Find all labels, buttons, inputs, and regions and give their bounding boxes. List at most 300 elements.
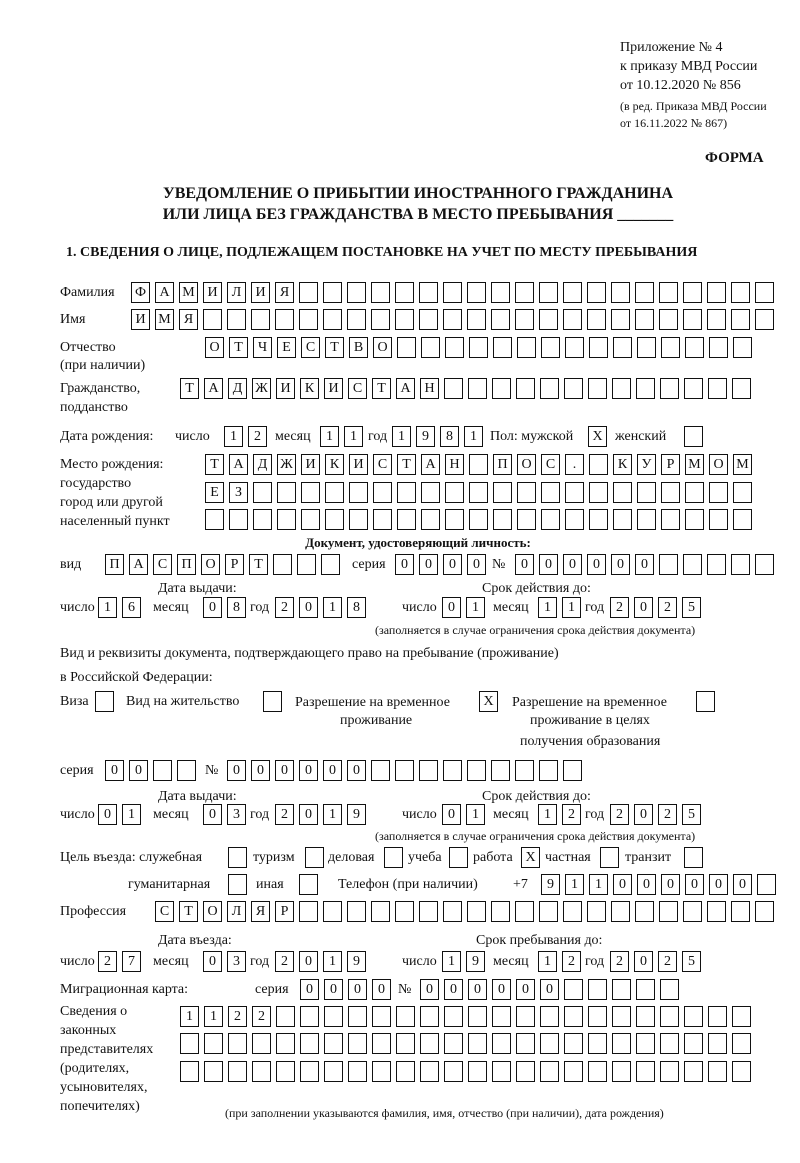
char-cell-name[interactable] (323, 309, 342, 330)
char-cell-permit-valid-month[interactable]: 1 (538, 804, 557, 825)
char-cell-surname[interactable]: А (155, 282, 174, 303)
char-cell-mc-number[interactable] (636, 979, 655, 1000)
char-cell-reps-1[interactable]: 1 (180, 1006, 199, 1027)
char-cell-birth-place-3[interactable] (397, 509, 416, 530)
char-cell-reps-2[interactable] (420, 1033, 439, 1054)
char-cell-reps-2[interactable] (276, 1033, 295, 1054)
char-cell-name[interactable] (755, 309, 774, 330)
char-cell-patronymic[interactable]: Т (325, 337, 344, 358)
char-cell-stay-day[interactable]: 9 (466, 951, 485, 972)
char-cell-profession[interactable]: Я (251, 901, 270, 922)
char-cell-surname[interactable] (515, 282, 534, 303)
char-cell-doc-issue-year[interactable]: 8 (347, 597, 366, 618)
char-cell-doc-number[interactable]: 0 (515, 554, 534, 575)
checkbox-purpose-work[interactable]: X (521, 847, 540, 868)
char-cell-doc-number[interactable] (707, 554, 726, 575)
char-cell-citizenship[interactable] (684, 378, 703, 399)
char-cell-phone[interactable] (757, 874, 776, 895)
char-cell-birth-place-1[interactable]: И (349, 454, 368, 475)
char-cell-birth-place-1[interactable]: К (613, 454, 632, 475)
char-cell-reps-2[interactable] (540, 1033, 559, 1054)
checkbox-permit-visa[interactable] (95, 691, 114, 712)
char-cell-reps-1[interactable] (444, 1006, 463, 1027)
char-cell-name[interactable] (347, 309, 366, 330)
char-cell-name[interactable] (587, 309, 606, 330)
char-cell-doc-kind[interactable]: С (153, 554, 172, 575)
char-cell-birth-place-1[interactable]: У (637, 454, 656, 475)
char-cell-patronymic[interactable] (661, 337, 680, 358)
char-cell-reps-3[interactable] (420, 1061, 439, 1082)
char-cell-reps-1[interactable] (420, 1006, 439, 1027)
char-cell-stay-day[interactable]: 1 (442, 951, 461, 972)
char-cell-stay-year[interactable]: 0 (634, 951, 653, 972)
char-cell-birth-place-2[interactable] (373, 482, 392, 503)
char-cell-profession[interactable] (443, 901, 462, 922)
char-cell-reps-1[interactable]: 2 (228, 1006, 247, 1027)
char-cell-birth-place-3[interactable] (349, 509, 368, 530)
char-cell-doc-kind[interactable] (273, 554, 292, 575)
char-cell-reps-2[interactable] (252, 1033, 271, 1054)
char-cell-patronymic[interactable] (613, 337, 632, 358)
char-cell-patronymic[interactable] (637, 337, 656, 358)
char-cell-profession[interactable] (683, 901, 702, 922)
char-cell-permit-number[interactable] (515, 760, 534, 781)
char-cell-permit-valid-month[interactable]: 2 (562, 804, 581, 825)
char-cell-reps-1[interactable] (348, 1006, 367, 1027)
char-cell-permit-valid-day[interactable]: 1 (466, 804, 485, 825)
char-cell-surname[interactable] (731, 282, 750, 303)
char-cell-birth-place-3[interactable] (589, 509, 608, 530)
char-cell-mc-number[interactable]: 0 (468, 979, 487, 1000)
char-cell-permit-issue-year[interactable]: 9 (347, 804, 366, 825)
char-cell-reps-3[interactable] (540, 1061, 559, 1082)
char-cell-citizenship[interactable] (732, 378, 751, 399)
char-cell-birth-place-2[interactable] (253, 482, 272, 503)
checkbox-permit-trp[interactable]: X (479, 691, 498, 712)
char-cell-surname[interactable] (707, 282, 726, 303)
char-cell-surname[interactable] (659, 282, 678, 303)
char-cell-birth-place-3[interactable] (205, 509, 224, 530)
char-cell-patronymic[interactable] (493, 337, 512, 358)
char-cell-mc-number[interactable] (564, 979, 583, 1000)
char-cell-reps-3[interactable] (324, 1061, 343, 1082)
char-cell-permit-series[interactable] (153, 760, 172, 781)
char-cell-birth-day[interactable]: 2 (248, 426, 267, 447)
char-cell-patronymic[interactable] (565, 337, 584, 358)
char-cell-reps-1[interactable] (372, 1006, 391, 1027)
char-cell-surname[interactable] (323, 282, 342, 303)
char-cell-reps-2[interactable] (612, 1033, 631, 1054)
char-cell-entry-month[interactable]: 0 (203, 951, 222, 972)
char-cell-reps-3[interactable] (228, 1061, 247, 1082)
char-cell-permit-valid-year[interactable]: 2 (658, 804, 677, 825)
char-cell-surname[interactable] (683, 282, 702, 303)
char-cell-doc-valid-year[interactable]: 2 (610, 597, 629, 618)
char-cell-profession[interactable] (635, 901, 654, 922)
char-cell-phone[interactable]: 1 (565, 874, 584, 895)
char-cell-surname[interactable] (755, 282, 774, 303)
char-cell-reps-2[interactable] (564, 1033, 583, 1054)
char-cell-reps-3[interactable] (300, 1061, 319, 1082)
char-cell-mc-number[interactable] (660, 979, 679, 1000)
char-cell-surname[interactable]: И (251, 282, 270, 303)
char-cell-name[interactable] (203, 309, 222, 330)
char-cell-mc-number[interactable]: 0 (492, 979, 511, 1000)
char-cell-permit-number[interactable]: 0 (323, 760, 342, 781)
char-cell-profession[interactable] (347, 901, 366, 922)
char-cell-reps-3[interactable] (636, 1061, 655, 1082)
char-cell-name[interactable] (395, 309, 414, 330)
char-cell-profession[interactable] (299, 901, 318, 922)
char-cell-entry-day[interactable]: 7 (122, 951, 141, 972)
char-cell-citizenship[interactable]: Д (228, 378, 247, 399)
char-cell-surname[interactable] (587, 282, 606, 303)
char-cell-birth-year[interactable]: 8 (440, 426, 459, 447)
char-cell-birth-place-2[interactable] (685, 482, 704, 503)
char-cell-profession[interactable] (587, 901, 606, 922)
char-cell-doc-series[interactable]: 0 (395, 554, 414, 575)
char-cell-birth-place-2[interactable] (613, 482, 632, 503)
char-cell-reps-3[interactable] (516, 1061, 535, 1082)
char-cell-reps-1[interactable] (540, 1006, 559, 1027)
char-cell-patronymic[interactable] (445, 337, 464, 358)
char-cell-name[interactable] (227, 309, 246, 330)
checkbox-purpose-transit[interactable] (684, 847, 703, 868)
char-cell-reps-2[interactable] (396, 1033, 415, 1054)
char-cell-reps-2[interactable] (372, 1033, 391, 1054)
char-cell-birth-place-2[interactable] (565, 482, 584, 503)
char-cell-permit-number[interactable]: 0 (347, 760, 366, 781)
char-cell-phone[interactable]: 9 (541, 874, 560, 895)
char-cell-patronymic[interactable]: О (373, 337, 392, 358)
char-cell-surname[interactable] (419, 282, 438, 303)
char-cell-reps-1[interactable] (660, 1006, 679, 1027)
char-cell-reps-2[interactable] (588, 1033, 607, 1054)
char-cell-citizenship[interactable]: Н (420, 378, 439, 399)
char-cell-permit-number[interactable] (491, 760, 510, 781)
char-cell-permit-issue-year[interactable]: 2 (275, 804, 294, 825)
char-cell-birth-place-2[interactable] (541, 482, 560, 503)
char-cell-doc-kind[interactable] (321, 554, 340, 575)
char-cell-name[interactable]: Я (179, 309, 198, 330)
char-cell-name[interactable] (659, 309, 678, 330)
checkbox-sex-male[interactable]: X (588, 426, 607, 447)
char-cell-citizenship[interactable]: Ж (252, 378, 271, 399)
char-cell-reps-1[interactable] (588, 1006, 607, 1027)
char-cell-birth-place-1[interactable]: Н (445, 454, 464, 475)
char-cell-reps-1[interactable]: 2 (252, 1006, 271, 1027)
char-cell-mc-series[interactable]: 0 (348, 979, 367, 1000)
char-cell-birth-place-3[interactable] (637, 509, 656, 530)
char-cell-reps-1[interactable] (468, 1006, 487, 1027)
char-cell-doc-valid-year[interactable]: 5 (682, 597, 701, 618)
char-cell-birth-place-1[interactable] (469, 454, 488, 475)
char-cell-entry-month[interactable]: 3 (227, 951, 246, 972)
char-cell-birth-year[interactable]: 9 (416, 426, 435, 447)
char-cell-citizenship[interactable] (636, 378, 655, 399)
char-cell-profession[interactable]: Т (179, 901, 198, 922)
char-cell-patronymic[interactable] (589, 337, 608, 358)
char-cell-surname[interactable] (371, 282, 390, 303)
char-cell-doc-series[interactable]: 0 (443, 554, 462, 575)
char-cell-doc-issue-day[interactable]: 6 (122, 597, 141, 618)
char-cell-citizenship[interactable] (444, 378, 463, 399)
checkbox-sex-female[interactable] (684, 426, 703, 447)
char-cell-profession[interactable] (563, 901, 582, 922)
char-cell-patronymic[interactable]: Е (277, 337, 296, 358)
char-cell-birth-place-1[interactable]: О (709, 454, 728, 475)
char-cell-surname[interactable] (467, 282, 486, 303)
char-cell-permit-number[interactable] (467, 760, 486, 781)
char-cell-profession[interactable] (419, 901, 438, 922)
char-cell-reps-1[interactable] (492, 1006, 511, 1027)
char-cell-reps-1[interactable] (516, 1006, 535, 1027)
char-cell-birth-place-3[interactable] (325, 509, 344, 530)
char-cell-doc-issue-month[interactable]: 8 (227, 597, 246, 618)
char-cell-citizenship[interactable]: А (396, 378, 415, 399)
char-cell-name[interactable] (683, 309, 702, 330)
char-cell-doc-number[interactable]: 0 (539, 554, 558, 575)
char-cell-permit-number[interactable] (395, 760, 414, 781)
char-cell-reps-3[interactable] (564, 1061, 583, 1082)
char-cell-citizenship[interactable]: И (276, 378, 295, 399)
char-cell-profession[interactable]: О (203, 901, 222, 922)
char-cell-reps-1[interactable]: 1 (204, 1006, 223, 1027)
char-cell-doc-number[interactable]: 0 (563, 554, 582, 575)
char-cell-birth-place-1[interactable]: П (493, 454, 512, 475)
char-cell-patronymic[interactable] (541, 337, 560, 358)
char-cell-surname[interactable] (299, 282, 318, 303)
char-cell-birth-place-2[interactable] (397, 482, 416, 503)
char-cell-name[interactable] (299, 309, 318, 330)
char-cell-birth-year[interactable]: 1 (464, 426, 483, 447)
char-cell-citizenship[interactable]: А (204, 378, 223, 399)
checkbox-purpose-humanitarian[interactable] (228, 874, 247, 895)
char-cell-doc-issue-year[interactable]: 2 (275, 597, 294, 618)
char-cell-mc-series[interactable]: 0 (372, 979, 391, 1000)
char-cell-mc-number[interactable]: 0 (516, 979, 535, 1000)
char-cell-permit-issue-day[interactable]: 0 (98, 804, 117, 825)
char-cell-citizenship[interactable] (468, 378, 487, 399)
char-cell-permit-number[interactable]: 0 (299, 760, 318, 781)
char-cell-citizenship[interactable] (492, 378, 511, 399)
char-cell-birth-place-1[interactable]: А (229, 454, 248, 475)
char-cell-birth-place-3[interactable] (421, 509, 440, 530)
char-cell-birth-place-1[interactable]: С (373, 454, 392, 475)
char-cell-name[interactable] (467, 309, 486, 330)
char-cell-birth-place-3[interactable] (685, 509, 704, 530)
char-cell-birth-place-1[interactable] (589, 454, 608, 475)
checkbox-permit-residence[interactable] (263, 691, 282, 712)
char-cell-birth-place-2[interactable] (277, 482, 296, 503)
char-cell-citizenship[interactable] (588, 378, 607, 399)
char-cell-permit-valid-year[interactable]: 0 (634, 804, 653, 825)
char-cell-reps-2[interactable] (468, 1033, 487, 1054)
char-cell-permit-number[interactable] (419, 760, 438, 781)
char-cell-doc-series[interactable]: 0 (467, 554, 486, 575)
char-cell-birth-place-2[interactable] (493, 482, 512, 503)
char-cell-surname[interactable]: Ф (131, 282, 150, 303)
checkbox-purpose-official[interactable] (228, 847, 247, 868)
char-cell-phone[interactable]: 0 (613, 874, 632, 895)
char-cell-permit-number[interactable] (371, 760, 390, 781)
char-cell-phone[interactable]: 0 (709, 874, 728, 895)
char-cell-birth-place-3[interactable] (445, 509, 464, 530)
char-cell-citizenship[interactable] (516, 378, 535, 399)
char-cell-surname[interactable] (611, 282, 630, 303)
char-cell-name[interactable] (371, 309, 390, 330)
char-cell-birth-place-2[interactable] (733, 482, 752, 503)
char-cell-reps-2[interactable] (180, 1033, 199, 1054)
char-cell-doc-series[interactable]: 0 (419, 554, 438, 575)
char-cell-birth-place-1[interactable]: Т (397, 454, 416, 475)
char-cell-reps-3[interactable] (492, 1061, 511, 1082)
char-cell-surname[interactable]: М (179, 282, 198, 303)
char-cell-profession[interactable]: Р (275, 901, 294, 922)
char-cell-patronymic[interactable] (469, 337, 488, 358)
char-cell-doc-kind[interactable]: Т (249, 554, 268, 575)
checkbox-purpose-private[interactable] (600, 847, 619, 868)
char-cell-reps-3[interactable] (252, 1061, 271, 1082)
char-cell-doc-number[interactable]: 0 (635, 554, 654, 575)
char-cell-reps-2[interactable] (444, 1033, 463, 1054)
char-cell-permit-series[interactable]: 0 (105, 760, 124, 781)
checkbox-permit-trpe[interactable] (696, 691, 715, 712)
char-cell-mc-number[interactable]: 0 (540, 979, 559, 1000)
char-cell-reps-3[interactable] (732, 1061, 751, 1082)
char-cell-name[interactable] (731, 309, 750, 330)
char-cell-phone[interactable]: 0 (685, 874, 704, 895)
char-cell-surname[interactable]: Я (275, 282, 294, 303)
char-cell-profession[interactable]: С (155, 901, 174, 922)
char-cell-birth-year[interactable]: 1 (392, 426, 411, 447)
char-cell-name[interactable] (419, 309, 438, 330)
char-cell-reps-3[interactable] (684, 1061, 703, 1082)
char-cell-permit-issue-month[interactable]: 0 (203, 804, 222, 825)
char-cell-profession[interactable] (491, 901, 510, 922)
char-cell-doc-number[interactable] (683, 554, 702, 575)
char-cell-doc-issue-day[interactable]: 1 (98, 597, 117, 618)
char-cell-birth-place-1[interactable]: Т (205, 454, 224, 475)
char-cell-birth-place-2[interactable] (349, 482, 368, 503)
char-cell-surname[interactable] (635, 282, 654, 303)
char-cell-doc-number[interactable] (659, 554, 678, 575)
char-cell-name[interactable]: И (131, 309, 150, 330)
char-cell-reps-3[interactable] (276, 1061, 295, 1082)
char-cell-birth-place-3[interactable] (277, 509, 296, 530)
char-cell-name[interactable] (515, 309, 534, 330)
char-cell-birth-place-1[interactable]: Ж (277, 454, 296, 475)
char-cell-permit-number[interactable] (563, 760, 582, 781)
char-cell-birth-place-2[interactable] (709, 482, 728, 503)
char-cell-phone[interactable]: 0 (733, 874, 752, 895)
char-cell-stay-month[interactable]: 1 (538, 951, 557, 972)
char-cell-profession[interactable] (395, 901, 414, 922)
char-cell-reps-3[interactable] (372, 1061, 391, 1082)
char-cell-doc-valid-month[interactable]: 1 (562, 597, 581, 618)
char-cell-reps-1[interactable] (276, 1006, 295, 1027)
char-cell-reps-3[interactable] (444, 1061, 463, 1082)
char-cell-name[interactable] (539, 309, 558, 330)
char-cell-patronymic[interactable]: Т (229, 337, 248, 358)
char-cell-profession[interactable] (371, 901, 390, 922)
char-cell-reps-3[interactable] (468, 1061, 487, 1082)
char-cell-citizenship[interactable] (564, 378, 583, 399)
char-cell-reps-1[interactable] (564, 1006, 583, 1027)
char-cell-reps-3[interactable] (396, 1061, 415, 1082)
char-cell-doc-kind[interactable]: А (129, 554, 148, 575)
char-cell-birth-place-1[interactable]: . (565, 454, 584, 475)
char-cell-reps-2[interactable] (708, 1033, 727, 1054)
char-cell-citizenship[interactable]: К (300, 378, 319, 399)
char-cell-profession[interactable] (515, 901, 534, 922)
char-cell-reps-1[interactable] (396, 1006, 415, 1027)
char-cell-reps-2[interactable] (348, 1033, 367, 1054)
char-cell-reps-3[interactable] (660, 1061, 679, 1082)
char-cell-citizenship[interactable] (540, 378, 559, 399)
char-cell-mc-series[interactable]: 0 (324, 979, 343, 1000)
char-cell-reps-1[interactable] (300, 1006, 319, 1027)
char-cell-doc-number[interactable]: 0 (611, 554, 630, 575)
char-cell-mc-series[interactable]: 0 (300, 979, 319, 1000)
char-cell-entry-year[interactable]: 1 (323, 951, 342, 972)
char-cell-permit-valid-year[interactable]: 2 (610, 804, 629, 825)
char-cell-surname[interactable]: Л (227, 282, 246, 303)
char-cell-profession[interactable] (659, 901, 678, 922)
char-cell-reps-1[interactable] (684, 1006, 703, 1027)
char-cell-birth-place-3[interactable] (541, 509, 560, 530)
char-cell-stay-year[interactable]: 5 (682, 951, 701, 972)
char-cell-name[interactable] (707, 309, 726, 330)
char-cell-doc-number[interactable] (731, 554, 750, 575)
char-cell-birth-place-3[interactable] (613, 509, 632, 530)
char-cell-phone[interactable]: 0 (637, 874, 656, 895)
char-cell-doc-valid-year[interactable]: 0 (634, 597, 653, 618)
char-cell-reps-2[interactable] (300, 1033, 319, 1054)
char-cell-patronymic[interactable] (685, 337, 704, 358)
checkbox-purpose-other[interactable] (299, 874, 318, 895)
char-cell-birth-place-3[interactable] (301, 509, 320, 530)
char-cell-patronymic[interactable] (517, 337, 536, 358)
char-cell-reps-1[interactable] (612, 1006, 631, 1027)
char-cell-birth-place-1[interactable]: Р (661, 454, 680, 475)
char-cell-birth-place-2[interactable] (421, 482, 440, 503)
char-cell-doc-issue-year[interactable]: 1 (323, 597, 342, 618)
char-cell-patronymic[interactable]: О (205, 337, 224, 358)
char-cell-birth-place-3[interactable] (229, 509, 248, 530)
char-cell-reps-3[interactable] (708, 1061, 727, 1082)
char-cell-reps-2[interactable] (204, 1033, 223, 1054)
char-cell-reps-1[interactable] (324, 1006, 343, 1027)
char-cell-citizenship[interactable]: Т (180, 378, 199, 399)
char-cell-birth-place-3[interactable] (661, 509, 680, 530)
char-cell-doc-valid-month[interactable]: 1 (538, 597, 557, 618)
char-cell-birth-place-2[interactable] (469, 482, 488, 503)
char-cell-patronymic[interactable]: С (301, 337, 320, 358)
char-cell-reps-2[interactable] (636, 1033, 655, 1054)
char-cell-birth-place-3[interactable] (733, 509, 752, 530)
char-cell-birth-place-3[interactable] (565, 509, 584, 530)
char-cell-profession[interactable] (707, 901, 726, 922)
char-cell-mc-number[interactable] (588, 979, 607, 1000)
char-cell-doc-issue-month[interactable]: 0 (203, 597, 222, 618)
char-cell-profession[interactable] (539, 901, 558, 922)
char-cell-birth-place-2[interactable] (301, 482, 320, 503)
char-cell-birth-place-2[interactable]: Е (205, 482, 224, 503)
char-cell-doc-number[interactable]: 0 (587, 554, 606, 575)
char-cell-profession[interactable] (323, 901, 342, 922)
char-cell-reps-1[interactable] (732, 1006, 751, 1027)
